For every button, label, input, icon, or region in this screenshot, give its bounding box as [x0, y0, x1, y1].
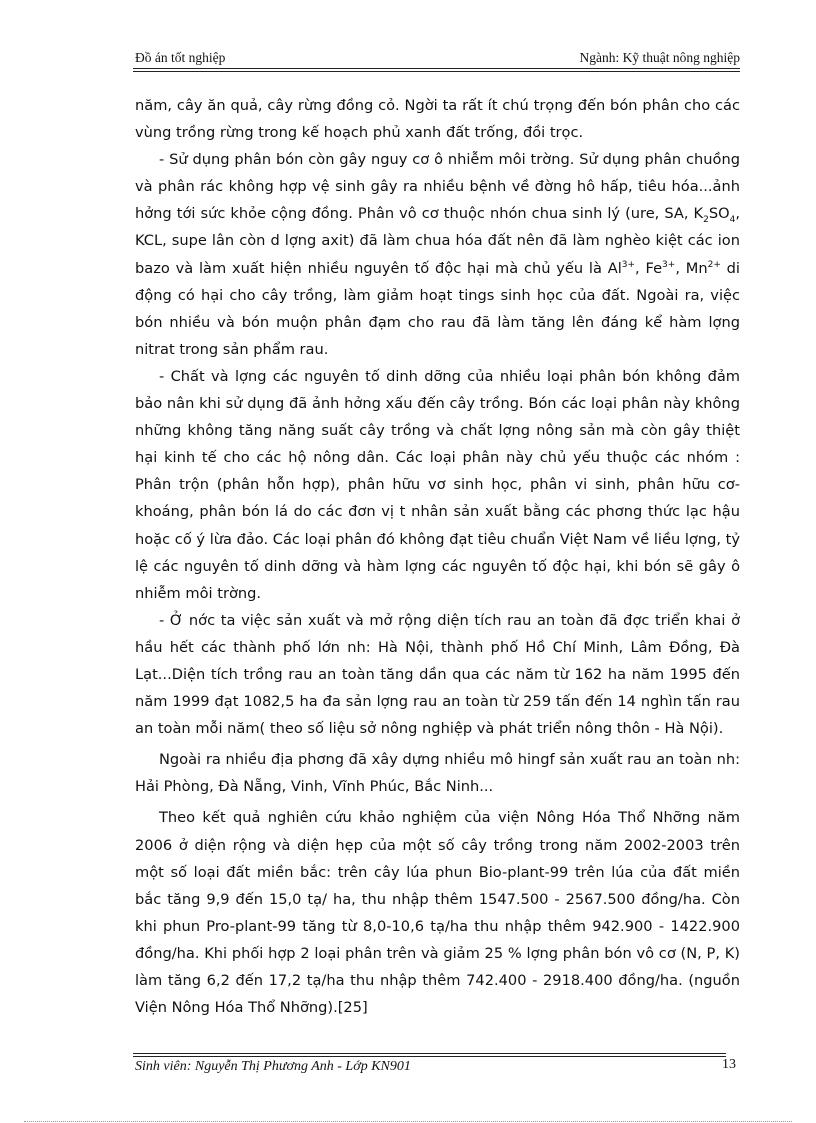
page-number: 13 — [722, 1057, 736, 1072]
paragraph-5: Ngoài ra nhiều địa phơng đã xây dựng nhiều mô hingf sản xuất rau an toàn nh: Hải Phòng, Đà Nẵng, Vinh, Vĩnh Phúc, Bắc Ninh... — [135, 751, 740, 796]
footer-rule-2 — [133, 1056, 726, 1057]
paragraph-6: Theo kết quả nghiên cứu khảo nghiệm của viện Nông Hóa Thổ Nhỡng năm 2006 ở diện rộng và diện hẹp của một số cây trồng trong năm 2002-2003 trên một số loại đất miền bắc: trên cây lúa phun Bio-plant-99 trên lúa của đất miền bắc tăng 9,9 đến 15,0 tạ/ ha, thu nhập thêm 1547.500 - 2567.500 đồng/ha. Còn khi phun Pro-plant-99 tăng từ 8,0-10,6 tạ/ha thu nhập thêm 942.900 - 1422.900 đồng/ha. Khi phối hợp 2 loại phân trên và giảm 25 % lợng phân bón vô cơ (N, P, K) làm tăng 6,2 đến 17,2 tạ/ha thu nhập thêm 742.400 - 2918.400 đồng/ha. (nguồn Viện Nông Hóa Thổ Nhỡng).[25] — [135, 809, 740, 1017]
paragraph-3: - Chất và lợng các nguyên tố dinh dỡng của nhiều loại phân bón không đảm bảo nân khi sử dụng đã ảnh hởng xấu đến cây trồng. Bón các loại phân này không những không tăng năng suất cây trồng và chất lợng nông sản mà còn gây thiệt hại kinh tế cho các hộ nông dân. Các loại phân này chủ yếu thuộc các nhóm : Phân trộn (phân hỗn hợp), phân hữu vơ sinh học, phân vi sinh, phân hữu cơ- khoáng, phân bón lá do các đơn vị t nhân sản xuất bằng các phơng thức lạc hậu hoặc cố ý lừa đảo. Các loại phân đó không đạt tiêu chuẩn Việt Nam về liều lợng, tỷ lệ các nguyên tố dinh dỡng và hàm lợng các nguyên tố độc hại, khi bón sẽ gây ô nhiễm môi trờng. — [135, 367, 740, 602]
paragraph-2: - Sử dụng phân bón còn gây nguy cơ ô nhiễm môi trờng. Sử dụng phân chuồng và phân rác không hợp vệ sinh gây ra nhiều bệnh về đờng hô hấp, tiêu hóa...ảnh hởng tới sức khỏe cộng đồng. Phân vô cơ thuộc nhón chua sinh lý (ure, SA, $K_2SO_4$, KCL, supe lân còn d lợng axit) đã làm chua hóa đất nên đã làm nghèo kiệt các ion bazo và làm xuất hiện nhiều nguyên tố độc hại mà chủ yếu là $Al^{3+}$, $Fe^{3+}$, $Mn^{2+}$ di động có hại cho cây trồng, làm giảm hoạt tings sinh học của đất. Ngoài ra, việc bón nhiều và bón muộn phân đạm cho rau đã làm tăng lên đáng kể hàm lợng nitrat trong sản phẩm rau. — [135, 151, 740, 358]
footer-rule — [133, 1053, 726, 1054]
header-right: Ngành: Kỹ thuật nông nghiệp — [579, 50, 740, 65]
document-body — [135, 92, 740, 1021]
header-rule-2 — [133, 71, 740, 72]
paragraph-1: năm, cây ăn quả, cây rừng đồng cỏ. Ngời ta rất ít chú trọng đến bón phân cho các vùng trồng rừng trong kế hoạch phủ xanh đất trống, đồi trọc. — [135, 97, 740, 142]
header-rule — [133, 68, 740, 69]
page-header — [135, 48, 740, 70]
paragraph-4: - Ở nớc ta việc sản xuất và mở rộng diện tích rau an toàn đã đợc triển khai ở hầu hết các thành phố lớn nh: Hà Nội, thành phố Hồ Chí Minh, Lâm Đồng, Đà Lạt...Diện tích trồng rau an toàn tăng dần qua các năm từ 162 ha năm 1995 đến năm 1999 đạt 1082,5 ha đa sản lợng rau an toàn từ 259 tấn đến 14 nghìn tấn rau an toàn mỗi năm( theo số liệu sở nông nghiệp và phát triển nông thôn - Hà Nội). — [135, 611, 740, 738]
footer-student: Sinh viên: Nguyễn Thị Phương Anh - Lớp KN901 — [135, 1059, 411, 1074]
page-edge — [24, 1121, 792, 1122]
header-left: Đồ án tốt nghiệp — [135, 50, 226, 65]
